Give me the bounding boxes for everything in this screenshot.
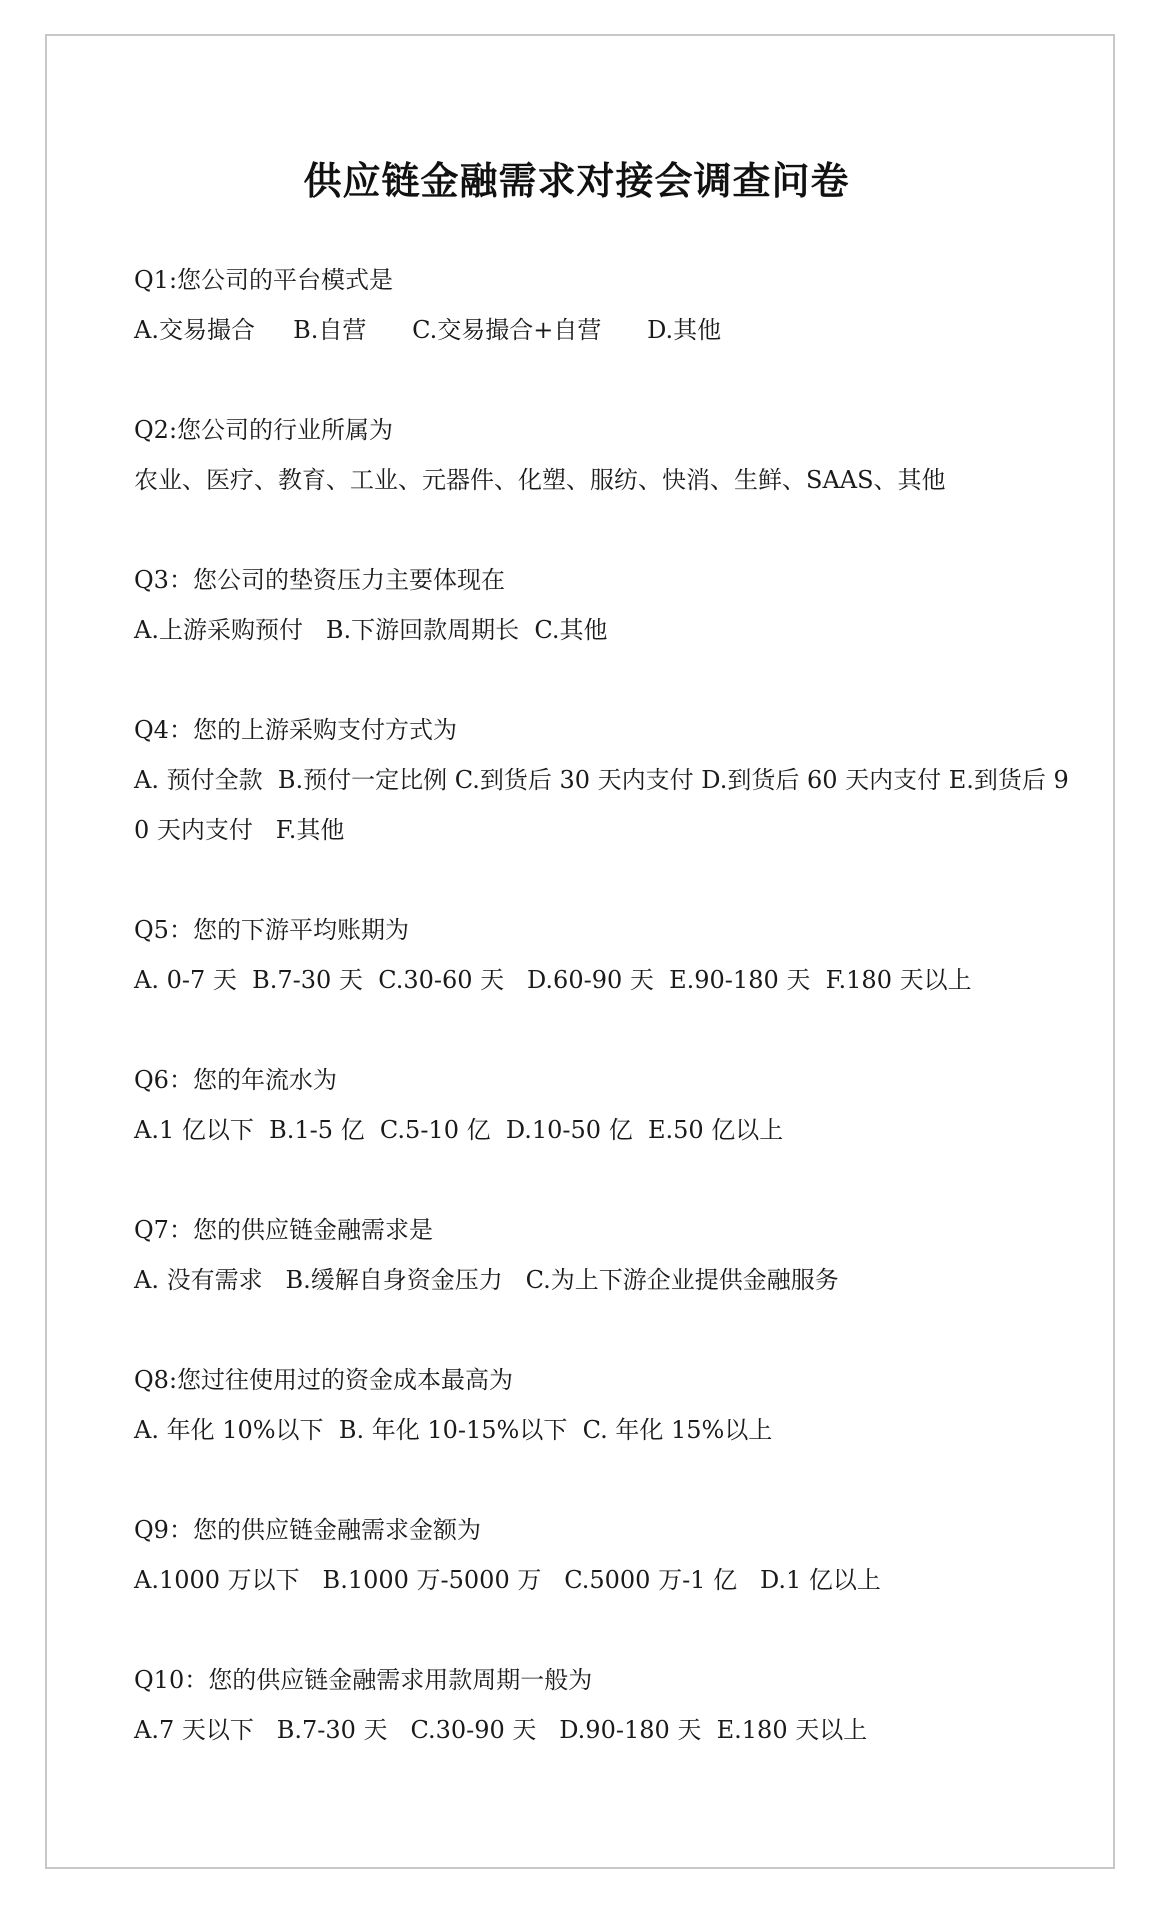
- question-options: A.7 天以下 B.7-30 天 C.30-90 天 D.90-180 天 E.180 天以上: [134, 1716, 868, 1744]
- question-q4: [134, 705, 1069, 855]
- question-options: A. 0-7 天 B.7-30 天 C.30-60 天 D.60-90 天 E.90-180 天 F.180 天以上: [134, 966, 972, 994]
- question-q3: [134, 555, 1069, 655]
- question-options: A.交易撮合 B.自营 C.交易撮合+自营 D.其他: [134, 316, 722, 344]
- question-title: Q3：您公司的垫资压力主要体现在: [134, 566, 505, 594]
- question-q8: [134, 1355, 1069, 1455]
- question-options: A. 没有需求 B.缓解自身资金压力 C.为上下游企业提供金融服务: [134, 1266, 839, 1294]
- question-q10: [134, 1655, 1069, 1755]
- question-q5: [134, 905, 1069, 1005]
- question-title: Q9：您的供应链金融需求金额为: [134, 1516, 481, 1544]
- question-title: Q1:您公司的平台模式是: [134, 266, 394, 294]
- question-options: 农业、医疗、教育、工业、元器件、化塑、服纺、快消、生鲜、SAAS、其他: [134, 466, 946, 494]
- question-title: Q8:您过往使用过的资金成本最高为: [134, 1366, 514, 1394]
- question-options: A.1000 万以下 B.1000 万-5000 万 C.5000 万-1 亿 D.1 亿以上: [134, 1566, 881, 1594]
- question-title: Q10：您的供应链金融需求用款周期一般为: [134, 1666, 593, 1694]
- question-options: A.上游采购预付 B.下游回款周期长 C.其他: [134, 616, 608, 644]
- questionnaire: [134, 255, 1069, 1805]
- question-title: Q7：您的供应链金融需求是: [134, 1216, 433, 1244]
- question-options: A. 预付全款 B.预付一定比例 C.到货后 30 天内支付 D.到货后 60 天内支付 E.到货后 90 天内支付 F.其他: [134, 766, 1069, 844]
- question-q6: [134, 1055, 1069, 1155]
- question-q1: [134, 255, 1069, 355]
- question-q2: [134, 405, 1069, 505]
- question-options: A. 年化 10%以下 B. 年化 10-15%以下 C. 年化 15%以上: [134, 1416, 773, 1444]
- question-title: Q4：您的上游采购支付方式为: [134, 716, 457, 744]
- question-title: Q2:您公司的行业所属为: [134, 416, 394, 444]
- question-title: Q6：您的年流水为: [134, 1066, 337, 1094]
- question-options: A.1 亿以下 B.1-5 亿 C.5-10 亿 D.10-50 亿 E.50 亿以上: [134, 1116, 784, 1144]
- document-title: 供应链金融需求对接会调查问卷: [303, 159, 850, 203]
- question-q7: [134, 1205, 1069, 1305]
- question-q9: [134, 1505, 1069, 1605]
- question-title: Q5：您的下游平均账期为: [134, 916, 409, 944]
